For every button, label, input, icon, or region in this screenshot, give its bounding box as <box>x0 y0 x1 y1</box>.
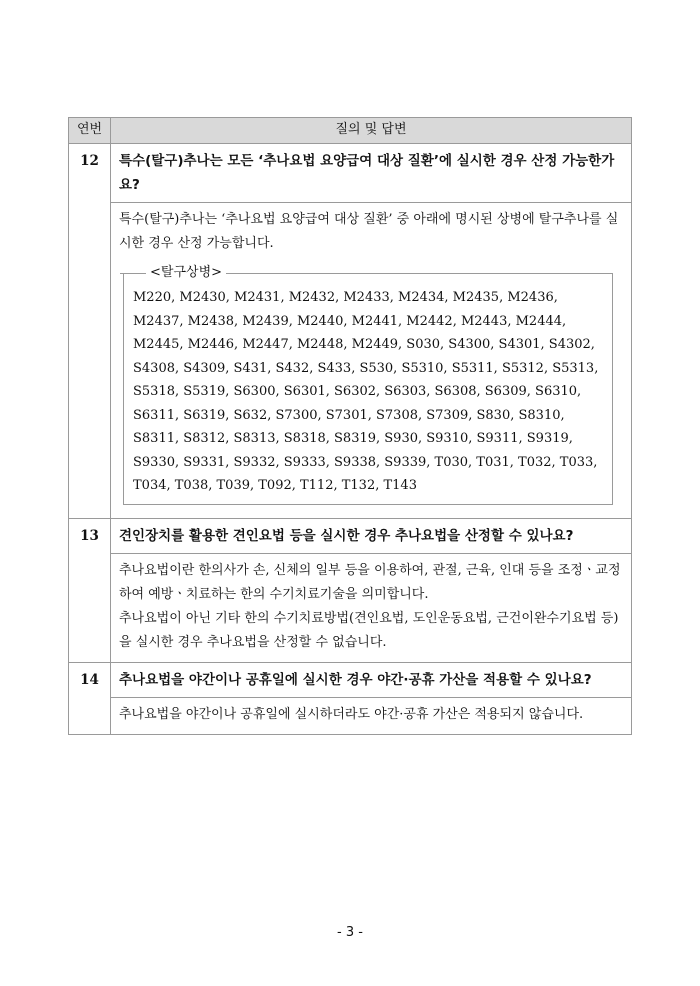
question-text: 견인장치를 활용한 견인요법 등을 실시한 경우 추나요법을 산정할 수 있나요? <box>111 518 632 553</box>
row-number: 13 <box>69 518 111 662</box>
table-row <box>69 553 632 662</box>
question-text: 특수(탈구)추나는 모든 ‘추나요법 요양급여 대상 질환’에 실시한 경우 산정 가능한가요? <box>111 144 632 203</box>
answer-text: 추나요법이 아닌 기타 한의 수기치료방법(견인요법, 도인운동요법, 근건이완수기요법 등)을 실시한 경우 추나요법을 산정할 수 없습니다. <box>119 610 619 650</box>
table-row <box>69 518 632 553</box>
table-header-row <box>69 118 632 144</box>
dislocation-code-box <box>123 265 613 505</box>
row-number: 12 <box>69 144 111 519</box>
answer-text: 추나요법을 야간이나 공휴일에 실시하더라도 야간·공휴 가산은 적용되지 않습니다. <box>119 706 584 722</box>
dislocation-code-list: M220, M2430, M2431, M2432, M2433, M2434, M2435, M2436, M2437, M2438, M2439, M2440, M2441, M2442, M2443, M2444, M2445, M2446, M2447, M2448, M2449, S030, S4300, S4301, S4302, S4308, S4309, S431, S432, S433, S530, S5310, S5311, S5312, S5313, S5318, S5319, S6300, S6301, S6302, S6303, S6308, S6309, S6310, S6311, S6319, S632, S7300, S7301, S7308, S7309, S830, S8310, S8311, S8312, S8313, S8318, S8319, S930, S9310, S9311, S9319, S9330, S9331, S9332, S9333, S9338, S9339, T030, T031, T032, T033, T034, T038, T039, T092, T112, T132, T143 <box>133 290 599 493</box>
answer-cell <box>111 203 632 519</box>
header-number: 연번 <box>69 118 111 144</box>
table-row <box>69 203 632 519</box>
answer-cell <box>111 553 632 662</box>
answer-text: 특수(탈구)추나는 ‘추나요법 요양급여 대상 질환’ 중 아래에 명시된 상병에 탈구추나를 실시한 경우 산정 가능합니다. <box>119 212 619 251</box>
answer-text: 추나요법이란 한의사가 손, 신체의 일부 등을 이용하여, 관절, 근육, 인대 등을 조정ㆍ교정하여 예방ㆍ치료하는 한의 수기치료기술을 의미합니다. <box>119 562 621 602</box>
table-row <box>69 144 632 203</box>
box-title: <탈구상병> <box>146 262 226 284</box>
qa-table <box>68 117 632 735</box>
row-number: 14 <box>69 662 111 734</box>
question-text: 추나요법을 야간이나 공휴일에 실시한 경우 야간·공휴 가산을 적용할 수 있나요? <box>111 662 632 697</box>
page-number: - 3 - <box>337 925 363 940</box>
header-qa: 질의 및 답변 <box>111 118 632 144</box>
answer-cell <box>111 697 632 734</box>
table-row <box>69 697 632 734</box>
table-row <box>69 662 632 697</box>
